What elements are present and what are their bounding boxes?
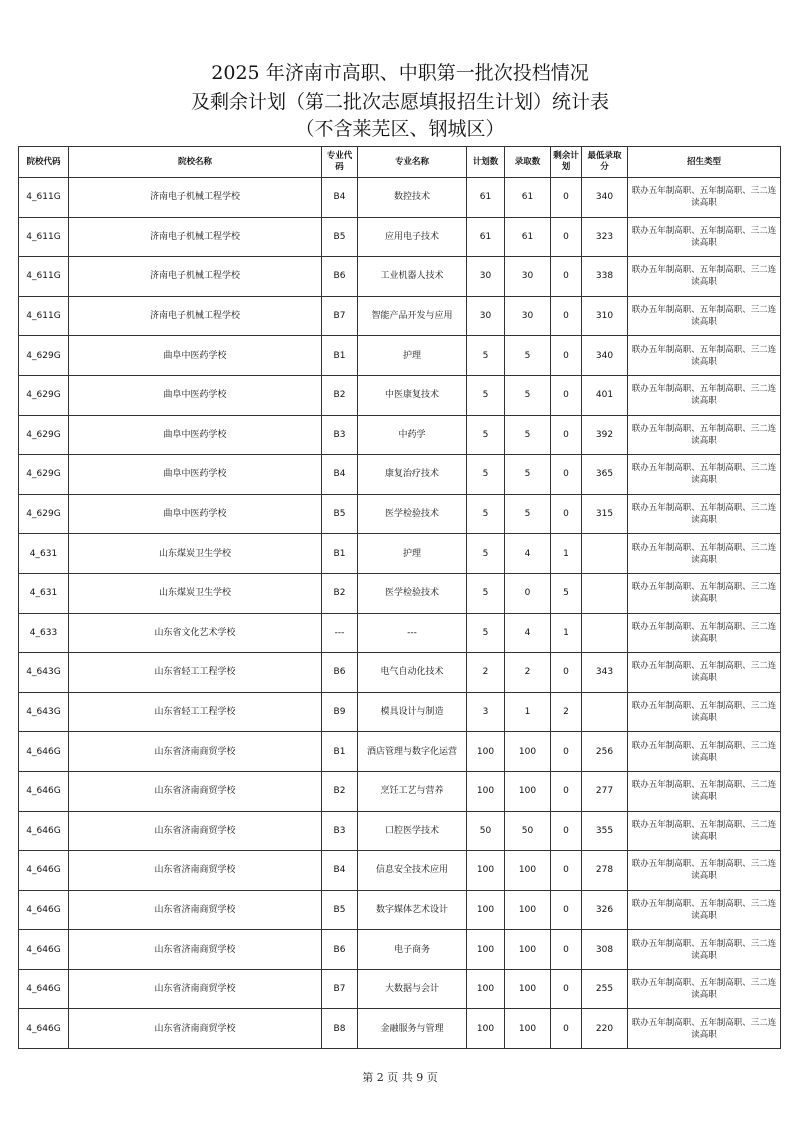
cell-type: 联办五年制高职、五年制高职、三二连读高职 bbox=[628, 415, 781, 455]
cell-major-code: B3 bbox=[322, 415, 358, 455]
header-remaining: 剩余计划 bbox=[551, 147, 582, 178]
cell-type: 联办五年制高职、五年制高职、三二连读高职 bbox=[628, 217, 781, 257]
cell-admitted: 100 bbox=[505, 969, 551, 1009]
table-row bbox=[19, 771, 781, 811]
cell-plan: 100 bbox=[467, 890, 505, 930]
cell-remaining: 2 bbox=[551, 692, 582, 732]
table-row bbox=[19, 613, 781, 653]
cell-min-score: 343 bbox=[582, 653, 628, 693]
cell-major-name: 口腔医学技术 bbox=[358, 811, 467, 851]
cell-admitted: 4 bbox=[505, 613, 551, 653]
cell-school-name: 曲阜中医药学校 bbox=[69, 336, 322, 376]
table-row bbox=[19, 732, 781, 772]
cell-type: 联办五年制高职、五年制高职、三二连读高职 bbox=[628, 573, 781, 613]
cell-major-name: 数字媒体艺术设计 bbox=[358, 890, 467, 930]
cell-school-code: 4_629G bbox=[19, 375, 69, 415]
table-row bbox=[19, 534, 781, 574]
cell-plan: 30 bbox=[467, 296, 505, 336]
header-major-code: 专业代码 bbox=[322, 147, 358, 178]
cell-type: 联办五年制高职、五年制高职、三二连读高职 bbox=[628, 455, 781, 495]
cell-major-name: 烹饪工艺与营养 bbox=[358, 771, 467, 811]
cell-major-code: B3 bbox=[322, 811, 358, 851]
cell-school-name: 曲阜中医药学校 bbox=[69, 415, 322, 455]
cell-admitted: 30 bbox=[505, 257, 551, 297]
table-row bbox=[19, 375, 781, 415]
title-line-3: （不含莱芜区、钢城区） bbox=[295, 118, 505, 140]
cell-plan: 3 bbox=[467, 692, 505, 732]
cell-school-name: 济南电子机械工程学校 bbox=[69, 178, 322, 218]
cell-school-name: 曲阜中医药学校 bbox=[69, 375, 322, 415]
cell-min-score: 278 bbox=[582, 851, 628, 891]
cell-type: 联办五年制高职、五年制高职、三二连读高职 bbox=[628, 178, 781, 218]
cell-major-name: 中医康复技术 bbox=[358, 375, 467, 415]
cell-plan: 100 bbox=[467, 732, 505, 772]
cell-remaining: 0 bbox=[551, 296, 582, 336]
cell-type: 联办五年制高职、五年制高职、三二连读高职 bbox=[628, 336, 781, 376]
cell-min-score: 255 bbox=[582, 969, 628, 1009]
cell-min-score: 401 bbox=[582, 375, 628, 415]
table-row bbox=[19, 653, 781, 693]
table-row bbox=[19, 573, 781, 613]
cell-plan: 5 bbox=[467, 375, 505, 415]
header-school-name: 院校名称 bbox=[69, 147, 322, 178]
cell-remaining: 0 bbox=[551, 771, 582, 811]
cell-school-code: 4_611G bbox=[19, 296, 69, 336]
cell-remaining: 0 bbox=[551, 890, 582, 930]
cell-major-name: 康复治疗技术 bbox=[358, 455, 467, 495]
cell-type: 联办五年制高职、五年制高职、三二连读高职 bbox=[628, 851, 781, 891]
cell-min-score: 365 bbox=[582, 455, 628, 495]
cell-school-code: 4_631 bbox=[19, 573, 69, 613]
cell-remaining: 0 bbox=[551, 375, 582, 415]
cell-school-code: 4_646G bbox=[19, 930, 69, 970]
cell-school-name: 济南电子机械工程学校 bbox=[69, 257, 322, 297]
cell-major-name: 模具设计与制造 bbox=[358, 692, 467, 732]
cell-major-name: 电子商务 bbox=[358, 930, 467, 970]
cell-plan: 100 bbox=[467, 771, 505, 811]
cell-major-name: 智能产品开发与应用 bbox=[358, 296, 467, 336]
cell-school-name: 山东省济南商贸学校 bbox=[69, 1009, 322, 1049]
cell-major-code: B4 bbox=[322, 178, 358, 218]
cell-major-code: B2 bbox=[322, 375, 358, 415]
table-row bbox=[19, 930, 781, 970]
cell-admitted: 5 bbox=[505, 375, 551, 415]
cell-type: 联办五年制高职、五年制高职、三二连读高职 bbox=[628, 257, 781, 297]
title-line-2: 及剩余计划（第二批次志愿填报招生计划）统计表 bbox=[190, 91, 609, 113]
cell-major-name: 大数据与会计 bbox=[358, 969, 467, 1009]
cell-min-score: 220 bbox=[582, 1009, 628, 1049]
cell-remaining: 0 bbox=[551, 811, 582, 851]
table-row bbox=[19, 415, 781, 455]
cell-plan: 100 bbox=[467, 1009, 505, 1049]
cell-major-code: B8 bbox=[322, 1009, 358, 1049]
cell-major-code: B6 bbox=[322, 930, 358, 970]
cell-major-name: 电气自动化技术 bbox=[358, 653, 467, 693]
cell-admitted: 2 bbox=[505, 653, 551, 693]
cell-admitted: 100 bbox=[505, 771, 551, 811]
cell-admitted: 0 bbox=[505, 573, 551, 613]
header-admitted: 录取数 bbox=[505, 147, 551, 178]
cell-min-score: 323 bbox=[582, 217, 628, 257]
table-row bbox=[19, 851, 781, 891]
cell-remaining: 0 bbox=[551, 178, 582, 218]
cell-remaining: 0 bbox=[551, 653, 582, 693]
cell-type: 联办五年制高职、五年制高职、三二连读高职 bbox=[628, 1009, 781, 1049]
cell-major-name: 中药学 bbox=[358, 415, 467, 455]
cell-plan: 100 bbox=[467, 969, 505, 1009]
cell-remaining: 0 bbox=[551, 851, 582, 891]
cell-major-code: B4 bbox=[322, 851, 358, 891]
cell-remaining: 0 bbox=[551, 217, 582, 257]
cell-min-score: 310 bbox=[582, 296, 628, 336]
cell-plan: 5 bbox=[467, 336, 505, 376]
cell-major-code: --- bbox=[322, 613, 358, 653]
cell-min-score bbox=[582, 613, 628, 653]
header-type: 招生类型 bbox=[628, 147, 781, 178]
page-footer: 第 2 页 共 9 页 bbox=[362, 1071, 438, 1084]
cell-school-code: 4_646G bbox=[19, 732, 69, 772]
cell-type: 联办五年制高职、五年制高职、三二连读高职 bbox=[628, 811, 781, 851]
cell-remaining: 0 bbox=[551, 1009, 582, 1049]
cell-admitted: 100 bbox=[505, 851, 551, 891]
table-row bbox=[19, 296, 781, 336]
cell-school-code: 4_631 bbox=[19, 534, 69, 574]
cell-admitted: 61 bbox=[505, 217, 551, 257]
cell-major-code: B5 bbox=[322, 890, 358, 930]
cell-type: 联办五年制高职、五年制高职、三二连读高职 bbox=[628, 692, 781, 732]
cell-plan: 2 bbox=[467, 653, 505, 693]
cell-school-code: 4_646G bbox=[19, 851, 69, 891]
cell-min-score: 326 bbox=[582, 890, 628, 930]
cell-min-score: 277 bbox=[582, 771, 628, 811]
cell-major-code: B1 bbox=[322, 336, 358, 376]
cell-plan: 61 bbox=[467, 178, 505, 218]
cell-plan: 5 bbox=[467, 415, 505, 455]
table-row bbox=[19, 178, 781, 218]
cell-school-code: 4_611G bbox=[19, 217, 69, 257]
cell-major-code: B7 bbox=[322, 969, 358, 1009]
admission-table bbox=[18, 146, 781, 1049]
cell-school-name: 山东省济南商贸学校 bbox=[69, 771, 322, 811]
cell-admitted: 50 bbox=[505, 811, 551, 851]
cell-type: 联办五年制高职、五年制高职、三二连读高职 bbox=[628, 534, 781, 574]
cell-major-code: B2 bbox=[322, 771, 358, 811]
table-body bbox=[19, 178, 781, 1049]
cell-plan: 5 bbox=[467, 455, 505, 495]
cell-min-score bbox=[582, 534, 628, 574]
header-major-name: 专业名称 bbox=[358, 147, 467, 178]
table-row bbox=[19, 257, 781, 297]
cell-admitted: 4 bbox=[505, 534, 551, 574]
cell-major-code: B2 bbox=[322, 573, 358, 613]
cell-min-score: 338 bbox=[582, 257, 628, 297]
cell-plan: 61 bbox=[467, 217, 505, 257]
cell-admitted: 5 bbox=[505, 415, 551, 455]
table-row bbox=[19, 455, 781, 495]
cell-type: 联办五年制高职、五年制高职、三二连读高职 bbox=[628, 969, 781, 1009]
cell-plan: 100 bbox=[467, 930, 505, 970]
cell-type: 联办五年制高职、五年制高职、三二连读高职 bbox=[628, 890, 781, 930]
cell-plan: 5 bbox=[467, 613, 505, 653]
cell-major-name: 护理 bbox=[358, 336, 467, 376]
table-row bbox=[19, 336, 781, 376]
cell-school-code: 4_629G bbox=[19, 336, 69, 376]
cell-admitted: 100 bbox=[505, 1009, 551, 1049]
cell-min-score: 256 bbox=[582, 732, 628, 772]
table-row bbox=[19, 217, 781, 257]
cell-major-name: 护理 bbox=[358, 534, 467, 574]
cell-school-name: 山东省济南商贸学校 bbox=[69, 890, 322, 930]
cell-school-name: 济南电子机械工程学校 bbox=[69, 296, 322, 336]
cell-min-score: 340 bbox=[582, 336, 628, 376]
table-row bbox=[19, 494, 781, 534]
cell-major-code: B6 bbox=[322, 257, 358, 297]
cell-type: 联办五年制高职、五年制高职、三二连读高职 bbox=[628, 732, 781, 772]
cell-plan: 5 bbox=[467, 494, 505, 534]
cell-admitted: 100 bbox=[505, 930, 551, 970]
cell-plan: 5 bbox=[467, 534, 505, 574]
cell-major-code: B1 bbox=[322, 534, 358, 574]
cell-min-score bbox=[582, 573, 628, 613]
cell-school-name: 山东煤炭卫生学校 bbox=[69, 573, 322, 613]
cell-admitted: 5 bbox=[505, 494, 551, 534]
table-header-row bbox=[19, 147, 781, 178]
cell-major-code: B9 bbox=[322, 692, 358, 732]
cell-school-name: 济南电子机械工程学校 bbox=[69, 217, 322, 257]
cell-major-code: B5 bbox=[322, 494, 358, 534]
cell-type: 联办五年制高职、五年制高职、三二连读高职 bbox=[628, 653, 781, 693]
cell-school-name: 山东省轻工工程学校 bbox=[69, 653, 322, 693]
cell-school-code: 4_646G bbox=[19, 890, 69, 930]
cell-remaining: 0 bbox=[551, 930, 582, 970]
cell-school-name: 山东省济南商贸学校 bbox=[69, 969, 322, 1009]
cell-major-code: B1 bbox=[322, 732, 358, 772]
cell-major-code: B6 bbox=[322, 653, 358, 693]
cell-remaining: 1 bbox=[551, 534, 582, 574]
cell-remaining: 0 bbox=[551, 257, 582, 297]
cell-school-name: 山东省文化艺术学校 bbox=[69, 613, 322, 653]
cell-min-score: 340 bbox=[582, 178, 628, 218]
cell-major-name: 应用电子技术 bbox=[358, 217, 467, 257]
cell-remaining: 5 bbox=[551, 573, 582, 613]
cell-major-name: 信息安全技术应用 bbox=[358, 851, 467, 891]
cell-school-code: 4_646G bbox=[19, 1009, 69, 1049]
cell-school-code: 4_646G bbox=[19, 811, 69, 851]
cell-remaining: 1 bbox=[551, 613, 582, 653]
table-row bbox=[19, 969, 781, 1009]
cell-school-name: 山东省轻工工程学校 bbox=[69, 692, 322, 732]
cell-major-name: 医学检验技术 bbox=[358, 573, 467, 613]
cell-type: 联办五年制高职、五年制高职、三二连读高职 bbox=[628, 375, 781, 415]
cell-major-code: B7 bbox=[322, 296, 358, 336]
cell-type: 联办五年制高职、五年制高职、三二连读高职 bbox=[628, 296, 781, 336]
table-row bbox=[19, 811, 781, 851]
cell-remaining: 0 bbox=[551, 455, 582, 495]
cell-admitted: 1 bbox=[505, 692, 551, 732]
cell-major-name: 工业机器人技术 bbox=[358, 257, 467, 297]
cell-school-name: 山东省济南商贸学校 bbox=[69, 930, 322, 970]
cell-min-score: 392 bbox=[582, 415, 628, 455]
cell-remaining: 0 bbox=[551, 494, 582, 534]
cell-plan: 100 bbox=[467, 851, 505, 891]
cell-school-code: 4_611G bbox=[19, 178, 69, 218]
cell-admitted: 30 bbox=[505, 296, 551, 336]
cell-school-code: 4_643G bbox=[19, 692, 69, 732]
cell-min-score: 308 bbox=[582, 930, 628, 970]
cell-school-name: 山东省济南商贸学校 bbox=[69, 851, 322, 891]
cell-type: 联办五年制高职、五年制高职、三二连读高职 bbox=[628, 613, 781, 653]
cell-major-name: 酒店管理与数字化运营 bbox=[358, 732, 467, 772]
cell-school-name: 山东煤炭卫生学校 bbox=[69, 534, 322, 574]
title-line-1: 2025 年济南市高职、中职第一批次投档情况 bbox=[211, 62, 589, 84]
cell-plan: 50 bbox=[467, 811, 505, 851]
cell-remaining: 0 bbox=[551, 732, 582, 772]
cell-admitted: 5 bbox=[505, 336, 551, 376]
cell-type: 联办五年制高职、五年制高职、三二连读高职 bbox=[628, 494, 781, 534]
cell-type: 联办五年制高职、五年制高职、三二连读高职 bbox=[628, 930, 781, 970]
cell-plan: 30 bbox=[467, 257, 505, 297]
cell-school-code: 4_646G bbox=[19, 771, 69, 811]
cell-school-name: 曲阜中医药学校 bbox=[69, 455, 322, 495]
cell-major-code: B5 bbox=[322, 217, 358, 257]
cell-school-name: 曲阜中医药学校 bbox=[69, 494, 322, 534]
cell-admitted: 5 bbox=[505, 455, 551, 495]
cell-major-name: 数控技术 bbox=[358, 178, 467, 218]
cell-remaining: 0 bbox=[551, 415, 582, 455]
cell-min-score: 315 bbox=[582, 494, 628, 534]
cell-type: 联办五年制高职、五年制高职、三二连读高职 bbox=[628, 771, 781, 811]
table-row bbox=[19, 890, 781, 930]
table-row bbox=[19, 692, 781, 732]
cell-admitted: 100 bbox=[505, 732, 551, 772]
cell-plan: 5 bbox=[467, 573, 505, 613]
cell-major-code: B4 bbox=[322, 455, 358, 495]
cell-major-name: --- bbox=[358, 613, 467, 653]
header-min-score: 最低录取分 bbox=[582, 147, 628, 178]
cell-major-name: 金融服务与管理 bbox=[358, 1009, 467, 1049]
cell-school-code: 4_629G bbox=[19, 494, 69, 534]
cell-min-score: 355 bbox=[582, 811, 628, 851]
cell-remaining: 0 bbox=[551, 969, 582, 1009]
cell-admitted: 100 bbox=[505, 890, 551, 930]
cell-school-name: 山东省济南商贸学校 bbox=[69, 811, 322, 851]
cell-admitted: 61 bbox=[505, 178, 551, 218]
cell-school-code: 4_629G bbox=[19, 415, 69, 455]
header-plan: 计划数 bbox=[467, 147, 505, 178]
cell-school-code: 4_646G bbox=[19, 969, 69, 1009]
cell-major-name: 医学检验技术 bbox=[358, 494, 467, 534]
cell-school-code: 4_633 bbox=[19, 613, 69, 653]
cell-school-code: 4_611G bbox=[19, 257, 69, 297]
cell-remaining: 0 bbox=[551, 336, 582, 376]
header-school-code: 院校代码 bbox=[19, 147, 69, 178]
cell-min-score bbox=[582, 692, 628, 732]
cell-school-code: 4_643G bbox=[19, 653, 69, 693]
cell-school-code: 4_629G bbox=[19, 455, 69, 495]
table-row bbox=[19, 1009, 781, 1049]
cell-school-name: 山东省济南商贸学校 bbox=[69, 732, 322, 772]
